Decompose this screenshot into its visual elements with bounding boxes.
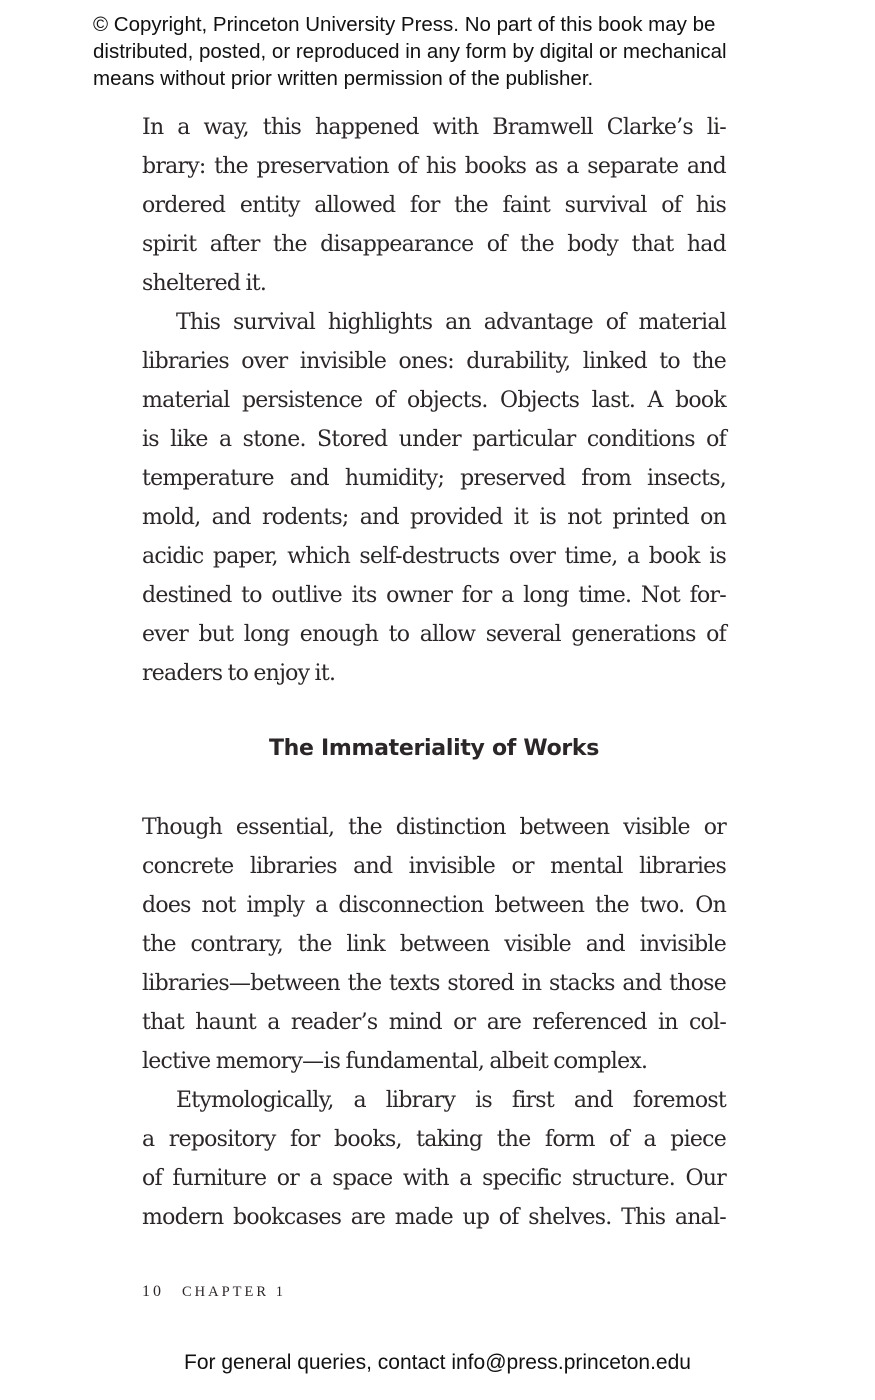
paragraph-durability — [142, 303, 726, 693]
text-line: ever but long enough to allow several generations of — [142, 622, 726, 647]
copyright-line: means without prior written permission of the publisher. — [93, 67, 594, 90]
page-number: 10 — [142, 1283, 164, 1300]
text-line: In a way, this happened with Bramwell Clarke’s li- — [142, 115, 726, 140]
text-line: mold, and rodents; and provided it is not printed on — [142, 505, 726, 530]
text-line: spirit after the disappearance of the body that had — [142, 232, 726, 257]
text-line: destined to outlive its owner for a long time. Not for- — [142, 583, 726, 608]
text-line: of furniture or a space with a specific structure. Our — [142, 1166, 726, 1191]
body-text-after-heading — [142, 808, 726, 1237]
section-heading: The Immateriality of Works — [268, 736, 600, 761]
paragraph-visible-invisible — [142, 808, 726, 1081]
text-line: a repository for books, taking the form of a piece — [142, 1127, 726, 1152]
text-line: libraries over invisible ones: durability, linked to the — [142, 349, 726, 374]
page-folio — [142, 1283, 286, 1301]
text-line: libraries—between the texts stored in stacks and those — [142, 971, 726, 996]
text-line: modern bookcases are made up of shelves. This anal- — [142, 1205, 726, 1230]
text-line: Etymologically, a library is first and foremost — [176, 1088, 726, 1113]
text-line: concrete libraries and invisible or mental libraries — [142, 854, 726, 879]
text-line: material persistence of objects. Objects last. A book — [142, 388, 726, 413]
text-line: acidic paper, which self-destructs over time, a book is — [142, 544, 726, 569]
text-line: This survival highlights an advantage of material — [176, 310, 726, 335]
text-line: lective memory—is fundamental, albeit complex. — [142, 1049, 648, 1074]
text-line: the contrary, the link between visible and invisible — [142, 932, 726, 957]
body-text-before-heading — [142, 108, 726, 693]
copyright-line: © Copyright, Princeton University Press. No part of this book may be — [93, 13, 716, 36]
copyright-line: distributed, posted, or reproduced in any form by digital or mechanical — [93, 40, 727, 63]
paragraph-clarke-library — [142, 108, 726, 303]
text-line: Though essential, the distinction between visible or — [142, 815, 726, 840]
footer-contact: For general queries, contact info@press.princeton.edu — [184, 1351, 691, 1374]
text-line: sheltered it. — [142, 271, 267, 296]
text-line: readers to enjoy it. — [142, 661, 336, 686]
text-line: is like a stone. Stored under particular conditions of — [142, 427, 726, 452]
text-line: that haunt a reader’s mind or are referenced in col- — [142, 1010, 726, 1035]
text-line: does not imply a disconnection between the two. On — [142, 893, 726, 918]
text-line: ordered entity allowed for the faint survival of his — [142, 193, 726, 218]
copyright-notice — [93, 11, 833, 92]
running-head: CHAPTER 1 — [182, 1284, 286, 1300]
text-line: brary: the preservation of his books as a separate and — [142, 154, 726, 179]
paragraph-etymology — [142, 1081, 726, 1237]
text-line: temperature and humidity; preserved from insects, — [142, 466, 726, 491]
